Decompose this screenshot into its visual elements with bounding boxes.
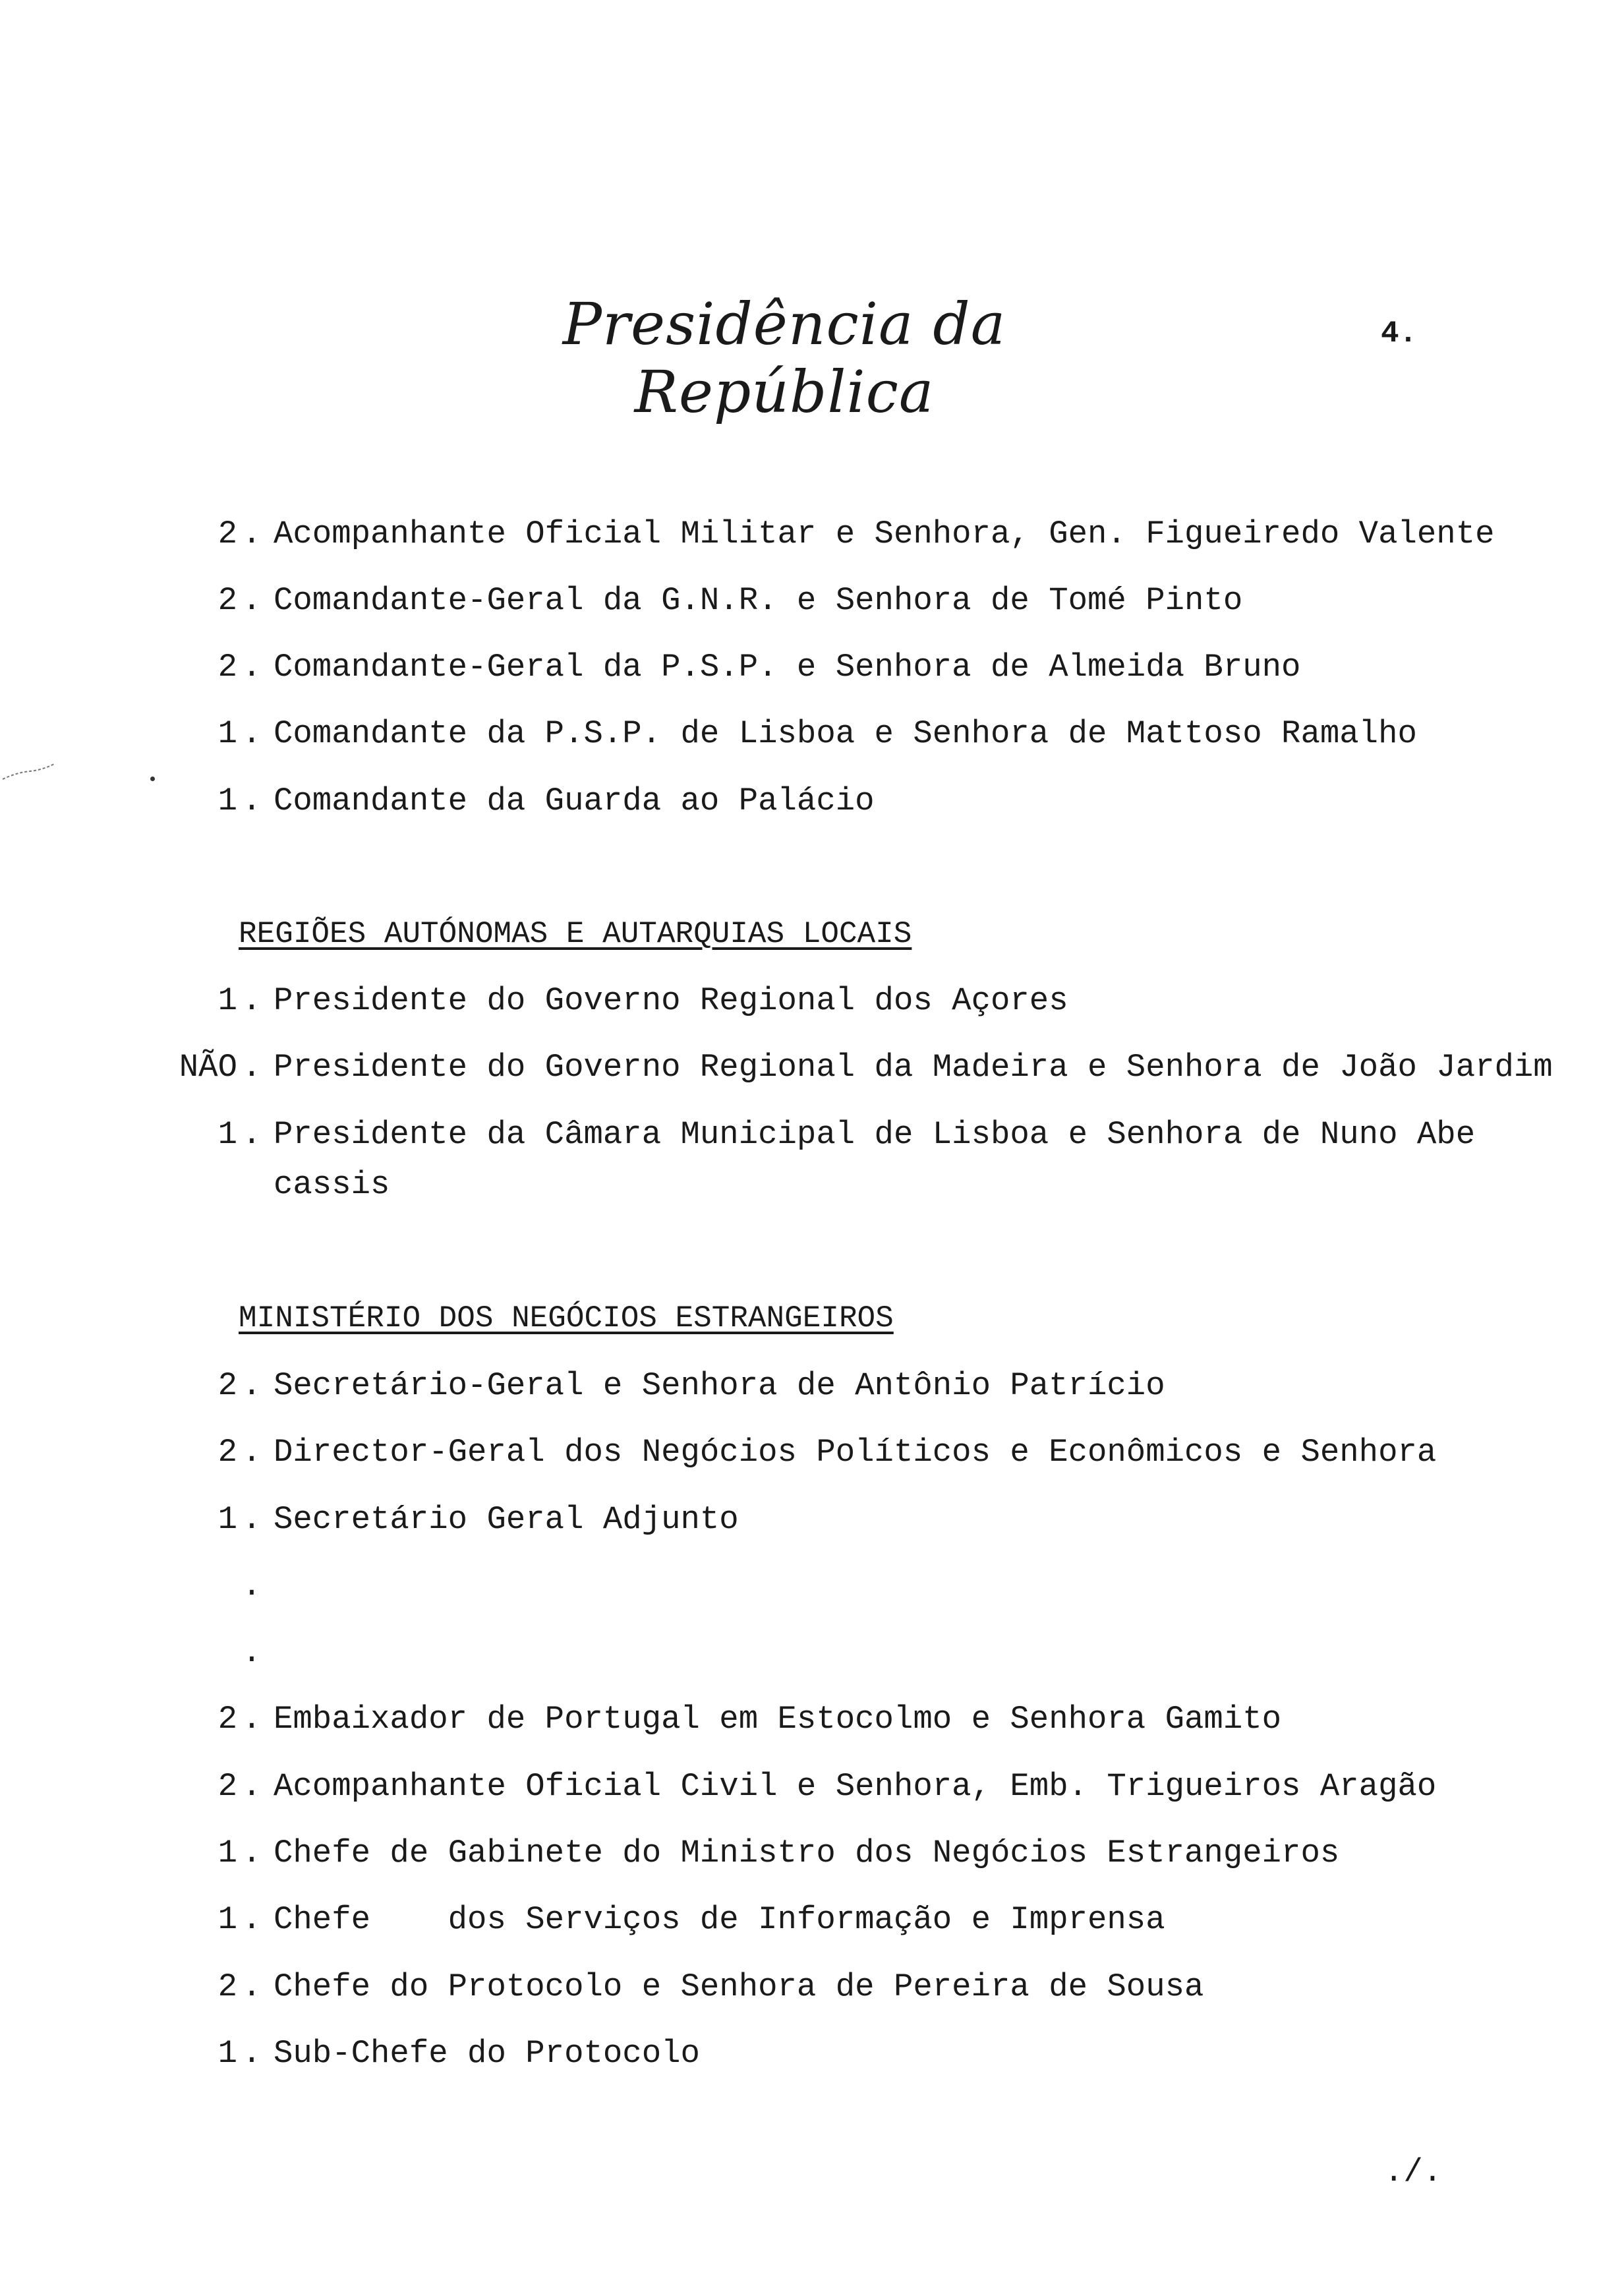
item-description-continuation: cassis <box>274 1166 390 1203</box>
section-heading-foreign-affairs: MINISTÉRIO DOS NEGÓCIOS ESTRANGEIROS <box>239 1301 894 1336</box>
item-description: Chefe do Protocolo e Senhora de Pereira de Sousa <box>274 1968 1204 2005</box>
item-description: Acompanhante Oficial Civil e Senhora, Emb. Trigueiros Aragão <box>274 1768 1437 1805</box>
item-bullet: . <box>242 715 262 752</box>
item-description: Presidente do Governo Regional dos Açores <box>274 982 1068 1019</box>
item-quantity: 2 <box>218 515 237 552</box>
item-bullet: . <box>242 1501 262 1538</box>
item-description: Comandante-Geral da G.N.R. e Senhora de Tomé Pinto <box>274 582 1243 619</box>
item-bullet: . <box>242 582 262 619</box>
item-description: Secretário Geral Adjunto <box>274 1501 739 1538</box>
item-quantity: 2 <box>218 1968 237 2005</box>
item-quantity: 1 <box>218 1116 237 1153</box>
item-bullet: . <box>242 982 262 1019</box>
item-description: Chefe dos Serviços de Informação e Imprensa <box>274 1901 1165 1938</box>
item-description: Comandante da Guarda ao Palácio <box>274 782 875 819</box>
item-quantity: 1 <box>218 715 237 752</box>
item-quantity: 1 <box>218 2035 237 2072</box>
item-bullet: . <box>242 1835 262 1871</box>
item-quantity: 2 <box>218 582 237 619</box>
item-quantity: 2 <box>218 1701 237 1738</box>
letterhead-logo: Presidência da República <box>562 290 1006 426</box>
item-quantity: 2 <box>218 649 237 686</box>
item-description: Embaixador de Portugal em Estocolmo e Senhora Gamito <box>274 1701 1282 1738</box>
item-bullet: . <box>242 1434 262 1471</box>
margin-dot <box>150 777 155 781</box>
item-bullet: . <box>242 1768 262 1805</box>
page-number: 4. <box>1381 316 1418 351</box>
item-quantity: 2 <box>218 1768 237 1805</box>
ellipsis-dot: . <box>242 1568 262 1604</box>
item-description: Presidente do Governo Regional da Madeira e Senhora de João Jardim <box>274 1049 1553 1086</box>
item-description: Secretário-Geral e Senhora de Antônio Patrício <box>274 1367 1165 1404</box>
item-bullet: . <box>242 649 262 686</box>
item-quantity: 1 <box>218 982 237 1019</box>
item-description: Comandante-Geral da P.S.P. e Senhora de Almeida Bruno <box>274 649 1301 686</box>
item-quantity: NÃO <box>179 1049 237 1086</box>
item-quantity: 1 <box>218 1901 237 1938</box>
margin-scribble-icon <box>0 758 59 784</box>
item-quantity: 2 <box>218 1434 237 1471</box>
item-description: Acompanhante Oficial Militar e Senhora, Gen. Figueiredo Valente <box>274 515 1495 552</box>
item-quantity: 1 <box>218 782 237 819</box>
item-bullet: . <box>242 515 262 552</box>
item-description: Director-Geral dos Negócios Políticos e Econômicos e Senhora <box>274 1434 1437 1471</box>
item-bullet: . <box>242 1901 262 1938</box>
item-bullet: . <box>242 1049 262 1086</box>
item-description: Presidente da Câmara Municipal de Lisboa e Senhora de Nuno Abe <box>274 1116 1476 1153</box>
item-description: Comandante da P.S.P. de Lisboa e Senhora de Mattoso Ramalho <box>274 715 1417 752</box>
item-quantity: 1 <box>218 1501 237 1538</box>
item-bullet: . <box>242 1116 262 1153</box>
item-bullet: . <box>242 1968 262 2005</box>
item-bullet: . <box>242 1701 262 1738</box>
item-description: Chefe de Gabinete do Ministro dos Negócios Estrangeiros <box>274 1835 1340 1871</box>
item-bullet: . <box>242 2035 262 2072</box>
continued-marker: ./. <box>1384 2154 1443 2191</box>
item-description: Sub-Chefe do Protocolo <box>274 2035 700 2072</box>
ellipsis-dot: . <box>242 1634 262 1671</box>
item-quantity: 1 <box>218 1835 237 1871</box>
item-bullet: . <box>242 782 262 819</box>
item-bullet: . <box>242 1367 262 1404</box>
item-quantity: 2 <box>218 1367 237 1404</box>
section-heading-regions: REGIÕES AUTÓNOMAS E AUTARQUIAS LOCAIS <box>239 917 912 951</box>
